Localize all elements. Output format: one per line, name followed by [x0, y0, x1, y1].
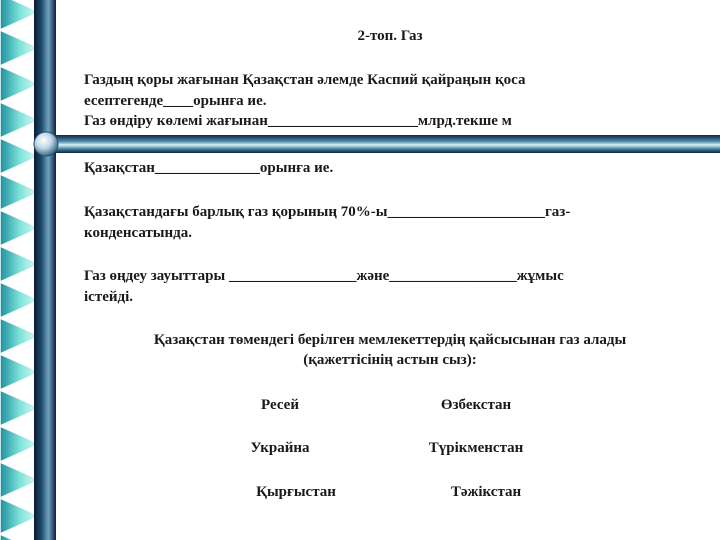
country-russia: Ресей	[261, 397, 299, 413]
horizontal-bar	[40, 135, 720, 153]
country-tajikistan: Тәжікстан	[450, 484, 522, 500]
country-uzbekistan: Өзбекстан	[440, 397, 512, 413]
question-line-1: Қазақстан төмендегі берілген мемлекеттердің қайсысынан газ алады	[153, 332, 627, 348]
paragraph-1-line-1: Газдың қоры жағынан Қазақстан әлемде Каспий қайраңын қоса	[84, 72, 526, 88]
paragraph-2-line-1: Газ өндіру көлемі жағынан____________________млрд.текше м	[84, 113, 512, 129]
vertical-ribbon	[34, 0, 56, 540]
question-line-2: (қажеттісінің астын сыз):	[303, 352, 477, 368]
paragraph-4-line-2: конденсатында.	[84, 225, 192, 241]
paragraph-1-line-2: есептегенде____орынға ие.	[84, 93, 267, 109]
paragraph-4-line-1: Қазақстандағы барлық газ қорының 70%-ы_____________________газ-	[84, 204, 571, 220]
sphere-ornament	[34, 132, 58, 156]
country-ukraine: Украйна	[250, 440, 310, 456]
slide-title: 2-топ. Газ	[357, 28, 423, 44]
paragraph-5-line-1: Газ өңдеу зауыттары _________________және_________________жұмыс	[84, 268, 564, 284]
country-turkmenistan: Түрікменстан	[428, 440, 524, 456]
country-kyrgyzstan: Қырғыстан	[256, 484, 336, 500]
paragraph-3-line-1: Қазақстан______________орынға ие.	[84, 160, 334, 176]
paragraph-5-line-2: істейді.	[84, 289, 133, 305]
